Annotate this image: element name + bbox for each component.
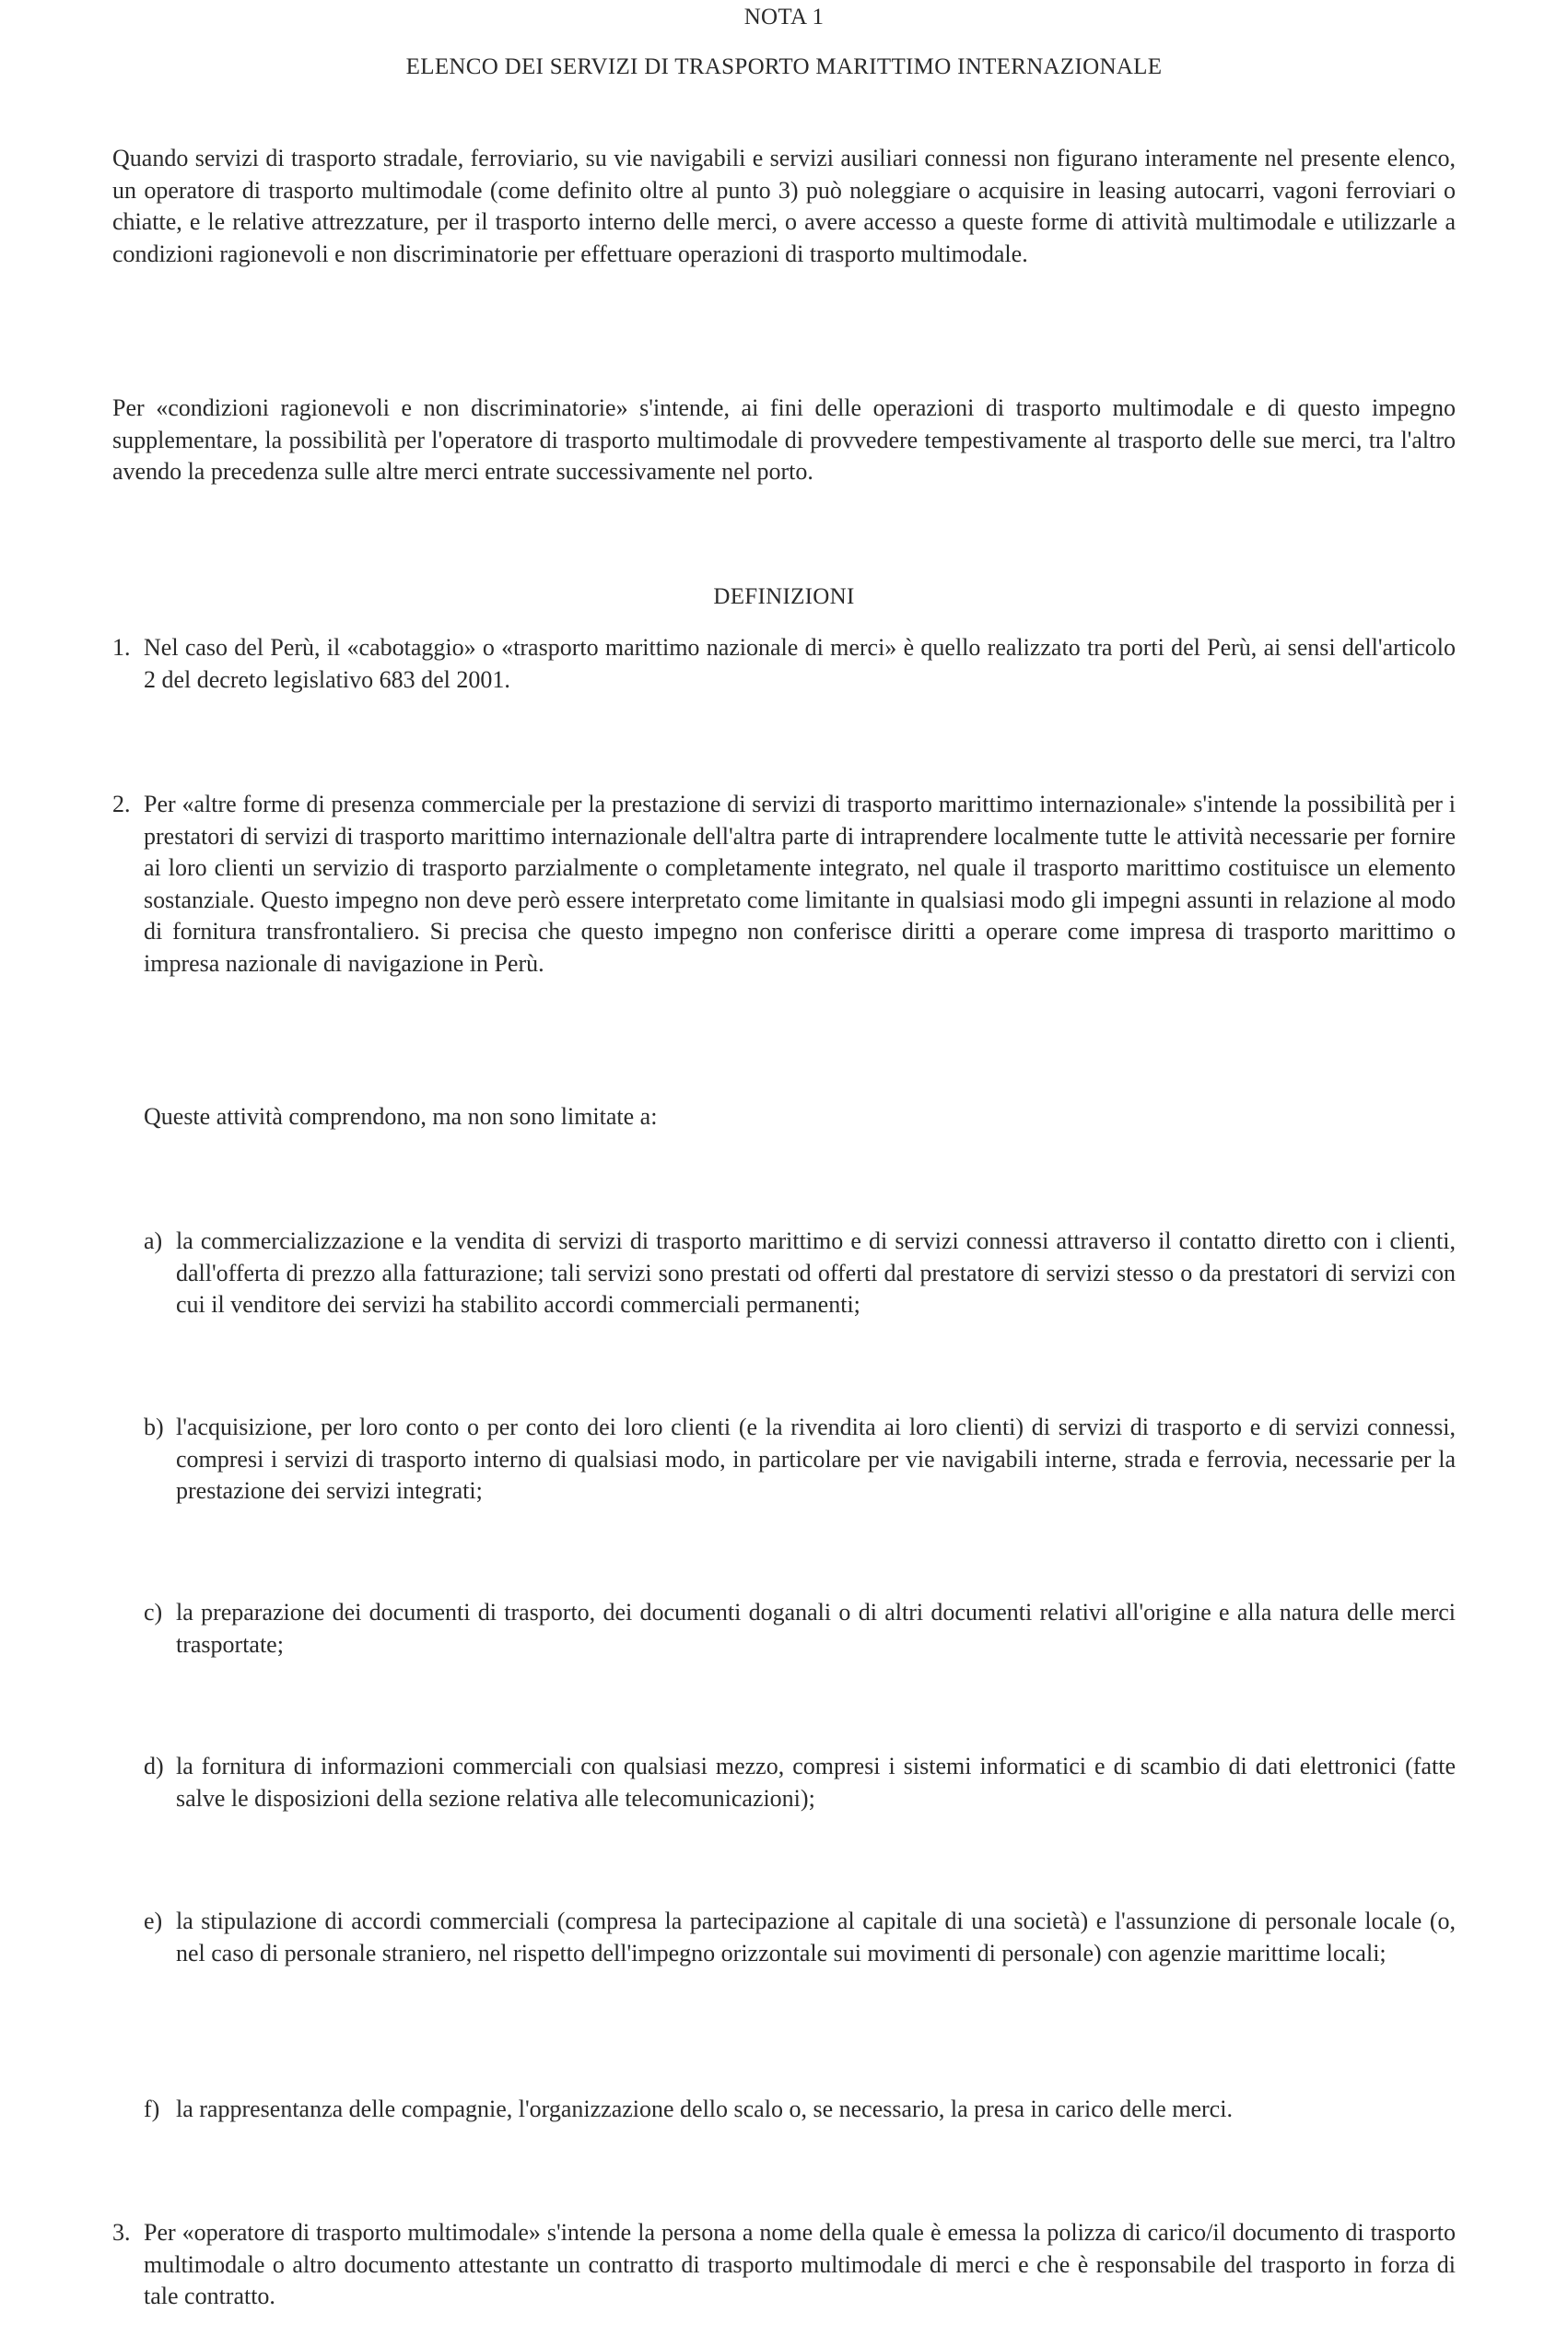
definition-number-1: 1. bbox=[112, 634, 131, 661]
activity-letter-a: a) bbox=[144, 1227, 163, 1254]
activity-text-c: la preparazione dei documenti di trasporto, dei documenti doganali o di altri documenti relativi all'origine e alla natura delle merci trasportate; bbox=[176, 1599, 1456, 1658]
definition-number-2: 2. bbox=[112, 791, 131, 817]
activity-letter-d: d) bbox=[144, 1753, 164, 1779]
activity-text-f: la rappresentanza delle compagnie, l'organizzazione dello scalo o, se necessario, la presa in carico delle merci. bbox=[176, 2096, 1233, 2122]
definition-text-1: Nel caso del Perù, il «cabotaggio» o «trasporto marittimo nazionale di merci» è quello realizzato tra porti del Perù, ai sensi dell'articolo 2 del decreto legislativo 683 del 2001. bbox=[144, 634, 1456, 693]
activity-letter-c: c) bbox=[144, 1599, 163, 1626]
activity-letter-b: b) bbox=[144, 1414, 164, 1440]
conditions-paragraph: Per «condizioni ragionevoli e non discriminatorie» s'intende, ai fini delle operazioni di trasporto multimodale e di questo impegno supplementare, la possibilità per l'operatore di trasporto multimodale di provvedere tempestivamente al trasporto delle sue merci, tra l'altro avendo la precedenza sulle altre merci entrate successivamente nel porto. bbox=[112, 394, 1456, 485]
definition-text-2: Per «altre forme di presenza commerciale per la prestazione di servizi di trasporto marittimo internazionale» s'intende la possibilità per i prestatori di servizi di trasporto marittimo internazionale dell'altra parte di intraprendere localmente tutte le attività necessarie per fornire ai loro clienti un servizio di trasporto parzialmente o completamente integrato, nel quale il trasporto marittimo costituisce un elemento sostanziale. Questo impegno non deve però essere interpretato come limitante in qualsiasi modo gli impegni assunti in relazione al modo di fornitura transfrontaliero. Si precisa che questo impegno non conferisce diritti a operare come impresa di trasporto marittimo o impresa nazionale di navigazione in Perù. bbox=[144, 791, 1456, 977]
definition-text-3: Per «operatore di trasporto multimodale» s'intende la persona a nome della quale è emessa la polizza di carico/il documento di trasporto multimodale o altro documento attestante un contratto di trasporto multimodale di merci e che è responsabile del trasporto in forza di tale contratto. bbox=[144, 2219, 1456, 2309]
definition-number-3: 3. bbox=[112, 2219, 131, 2246]
activity-text-a: la commercializzazione e la vendita di servizi di trasporto marittimo e di servizi connessi attraverso il contatto diretto con i clienti, dall'offerta di prezzo alla fatturazione; tali servizi sono prestati od offerti dal prestatore di servizi stesso o da prestatori di servizi con cui il venditore dei servizi ha stabilito accordi commerciali permanenti; bbox=[176, 1227, 1456, 1318]
activity-text-b: l'acquisizione, per loro conto o per conto dei loro clienti (e la rivendita ai loro clienti) di servizi di trasporto e di servizi connessi, compresi i servizi di trasporto interno di qualsiasi modo, in particolare per vie navigabili interne, strada e ferrovia, necessarie per la prestazione dei servizi integrati; bbox=[176, 1414, 1456, 1504]
intro-paragraph: Quando servizi di trasporto stradale, ferroviario, su vie navigabili e servizi ausiliari connessi non figurano interamente nel presente elenco, un operatore di trasporto multimodale (come definito oltre al punto 3) può noleggiare o acquisire in leasing autocarri, vagoni ferroviari o chiatte, e le relative attrezzature, per il trasporto interno delle merci, o avere accesso a queste forme di attività multimodale e utilizzarle a condizioni ragionevoli e non discriminatorie per effettuare operazioni di trasporto multimodale. bbox=[112, 145, 1456, 267]
activity-letter-e: e) bbox=[144, 1908, 163, 1934]
activity-text-e: la stipulazione di accordi commerciali (compresa la partecipazione al capitale di una società) e l'assunzione di personale locale (o, nel caso di personale straniero, nel rispetto dell'impegno orizzontale sui movimenti di personale) con agenzie marittime locali; bbox=[176, 1908, 1456, 1966]
note-label: NOTA 1 bbox=[743, 5, 825, 29]
activity-letter-f: f) bbox=[144, 2096, 160, 2122]
definitions-heading: DEFINIZIONI bbox=[713, 584, 855, 609]
activity-text-d: la fornitura di informazioni commerciali con qualsiasi mezzo, compresi i sistemi informatici e di scambio di dati elettronici (fatte salve le disposizioni della sezione relativa alle telecomunicazioni); bbox=[176, 1753, 1456, 1812]
note-title: ELENCO DEI SERVIZI DI TRASPORTO MARITTIMO INTERNAZIONALE bbox=[405, 54, 1163, 79]
activities-intro: Queste attività comprendono, ma non sono limitate a: bbox=[144, 1103, 658, 1130]
